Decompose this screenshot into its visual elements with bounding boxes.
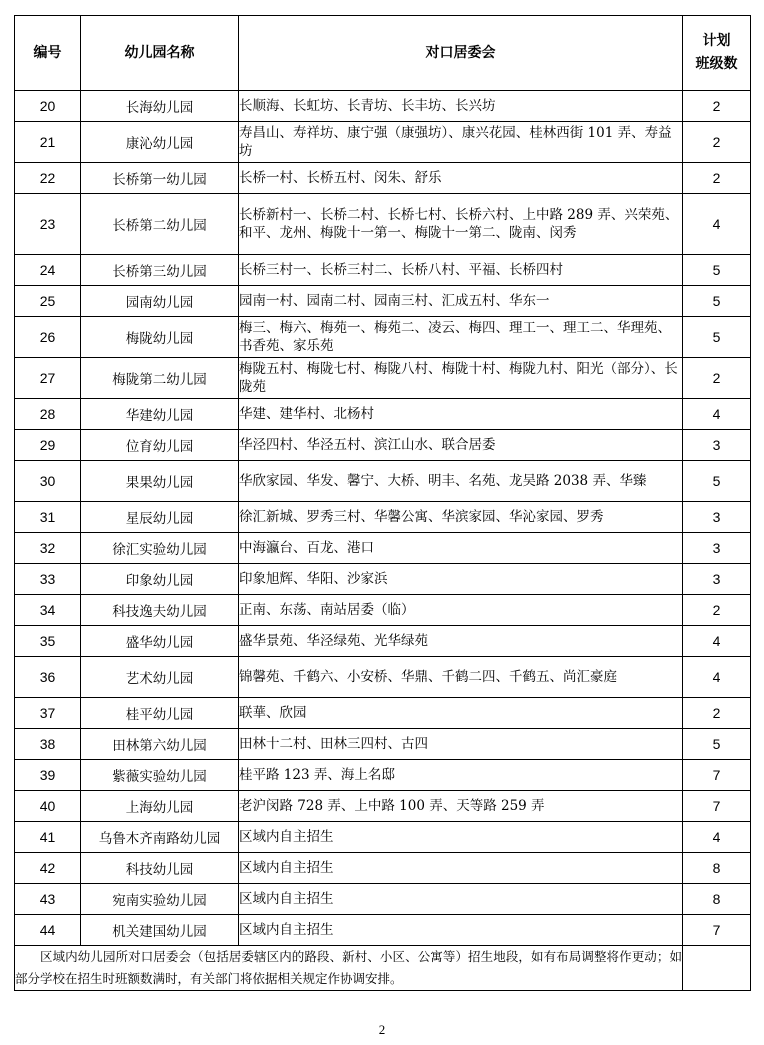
kindergarten-name: 果果幼儿园 — [81, 461, 239, 502]
planned-classes: 2 — [683, 163, 751, 194]
row-number: 21 — [15, 122, 81, 163]
row-number: 22 — [15, 163, 81, 194]
kindergarten-name: 长桥第一幼儿园 — [81, 163, 239, 194]
community-list: 园南一村、园南二村、园南三村、汇成五村、华东一 — [239, 286, 683, 317]
row-number: 39 — [15, 760, 81, 791]
row-number: 27 — [15, 358, 81, 399]
planned-classes: 3 — [683, 564, 751, 595]
row-number: 37 — [15, 698, 81, 729]
kindergarten-name: 康沁幼儿园 — [81, 122, 239, 163]
community-list: 区域内自主招生 — [239, 822, 683, 853]
community-list: 华泾四村、华泾五村、滨江山水、联合居委 — [239, 430, 683, 461]
row-number: 31 — [15, 502, 81, 533]
kindergarten-name: 艺术幼儿园 — [81, 657, 239, 698]
table-row — [15, 317, 751, 358]
community-list: 盛华景苑、华泾绿苑、光华绿苑 — [239, 626, 683, 657]
planned-classes: 5 — [683, 255, 751, 286]
kindergarten-name: 紫薇实验幼儿园 — [81, 760, 239, 791]
table-row — [15, 626, 751, 657]
table-row — [15, 729, 751, 760]
kindergarten-name: 机关建国幼儿园 — [81, 915, 239, 946]
table-row — [15, 657, 751, 698]
row-number: 42 — [15, 853, 81, 884]
community-list: 长桥三村一、长桥三村二、长桥八村、平福、长桥四村 — [239, 255, 683, 286]
row-number: 41 — [15, 822, 81, 853]
row-number: 40 — [15, 791, 81, 822]
kindergarten-name: 上海幼儿园 — [81, 791, 239, 822]
table-row — [15, 122, 751, 163]
planned-classes: 7 — [683, 915, 751, 946]
row-number: 38 — [15, 729, 81, 760]
row-number: 25 — [15, 286, 81, 317]
row-number: 26 — [15, 317, 81, 358]
planned-classes: 3 — [683, 533, 751, 564]
kindergarten-name: 园南幼儿园 — [81, 286, 239, 317]
community-list: 印象旭辉、华阳、沙家浜 — [239, 564, 683, 595]
planned-classes: 8 — [683, 884, 751, 915]
kindergarten-name: 宛南实验幼儿园 — [81, 884, 239, 915]
row-number: 34 — [15, 595, 81, 626]
table-row — [15, 255, 751, 286]
table-row — [15, 91, 751, 122]
kindergarten-name: 科技幼儿园 — [81, 853, 239, 884]
community-list: 梅陇五村、梅陇七村、梅陇八村、梅陇十村、梅陇九村、阳光（部分）、长陇苑 — [239, 358, 683, 399]
planned-classes: 5 — [683, 461, 751, 502]
kindergarten-name: 星辰幼儿园 — [81, 502, 239, 533]
kindergarten-name: 科技逸夫幼儿园 — [81, 595, 239, 626]
kindergarten-name: 长桥第三幼儿园 — [81, 255, 239, 286]
community-list: 桂平路 123 弄、海上名邸 — [239, 760, 683, 791]
page-number: 2 — [378, 1022, 386, 1037]
planned-classes: 4 — [683, 399, 751, 430]
planned-classes: 5 — [683, 317, 751, 358]
planned-classes: 2 — [683, 698, 751, 729]
kindergarten-name: 梅陇幼儿园 — [81, 317, 239, 358]
header-num: 编号 — [15, 16, 81, 91]
row-number: 23 — [15, 194, 81, 255]
header-classes — [683, 16, 751, 91]
kindergarten-name: 华建幼儿园 — [81, 399, 239, 430]
community-list: 中海瀛台、百龙、港口 — [239, 533, 683, 564]
planned-classes: 4 — [683, 626, 751, 657]
kindergarten-name: 长桥第二幼儿园 — [81, 194, 239, 255]
community-list: 华建、建华村、北杨村 — [239, 399, 683, 430]
table-row — [15, 822, 751, 853]
community-list: 华欣家园、华发、馨宁、大桥、明丰、名苑、龙吴路 2038 弄、华臻 — [239, 461, 683, 502]
table-row — [15, 163, 751, 194]
row-number: 29 — [15, 430, 81, 461]
kindergarten-name: 位育幼儿园 — [81, 430, 239, 461]
kindergarten-name: 印象幼儿园 — [81, 564, 239, 595]
kindergarten-name: 梅陇第二幼儿园 — [81, 358, 239, 399]
table-row — [15, 286, 751, 317]
community-list: 正南、东荡、南站居委（临） — [239, 595, 683, 626]
planned-classes: 2 — [683, 91, 751, 122]
community-list: 寿昌山、寿祥坊、康宁强（康强坊）、康兴花园、桂林西街 101 弄、寿益坊 — [239, 122, 683, 163]
kindergarten-name: 桂平幼儿园 — [81, 698, 239, 729]
footnote-empty-cell — [683, 946, 751, 991]
header-classes-line2: 班级数 — [695, 56, 738, 72]
table-row — [15, 853, 751, 884]
row-number: 24 — [15, 255, 81, 286]
planned-classes: 2 — [683, 358, 751, 399]
table-row — [15, 915, 751, 946]
kindergarten-name: 徐汇实验幼儿园 — [81, 533, 239, 564]
planned-classes: 4 — [683, 657, 751, 698]
row-number: 32 — [15, 533, 81, 564]
planned-classes: 2 — [683, 595, 751, 626]
community-list: 锦馨苑、千鹤六、小安桥、华鼎、千鹤二四、千鹤五、尚汇豪庭 — [239, 657, 683, 698]
table-row — [15, 461, 751, 502]
community-list: 区域内自主招生 — [239, 915, 683, 946]
table-row — [15, 564, 751, 595]
planned-classes: 5 — [683, 286, 751, 317]
community-list: 长桥新村一、长桥二村、长桥七村、长桥六村、上中路 289 弄、兴荣苑、和平、龙州、梅陇十一第一、梅陇十一第二、陇南、闵秀 — [239, 194, 683, 255]
table-row — [15, 533, 751, 564]
planned-classes: 3 — [683, 430, 751, 461]
row-number: 30 — [15, 461, 81, 502]
row-number: 44 — [15, 915, 81, 946]
header-community: 对口居委会 — [239, 16, 683, 91]
planned-classes: 8 — [683, 853, 751, 884]
table-row — [15, 595, 751, 626]
table-row — [15, 430, 751, 461]
table-row — [15, 760, 751, 791]
footnote: 区域内幼儿园所对口居委会（包括居委辖区内的路段、新村、小区、公寓等）招生地段，如有布局调整将作更动；如部分学校在招生时班额数满时，有关部门将依据相关规定作协调安排。 — [15, 946, 683, 991]
community-list: 区域内自主招生 — [239, 853, 683, 884]
community-list: 区域内自主招生 — [239, 884, 683, 915]
row-number: 33 — [15, 564, 81, 595]
community-list: 长顺海、长虹坊、长青坊、长丰坊、长兴坊 — [239, 91, 683, 122]
community-list: 长桥一村、长桥五村、闵朱、舒乐 — [239, 163, 683, 194]
table-row — [15, 194, 751, 255]
planned-classes: 3 — [683, 502, 751, 533]
row-number: 43 — [15, 884, 81, 915]
planned-classes: 7 — [683, 760, 751, 791]
row-number: 20 — [15, 91, 81, 122]
table-row — [15, 399, 751, 430]
planned-classes: 7 — [683, 791, 751, 822]
table-body — [15, 91, 751, 946]
kindergarten-name: 长海幼儿园 — [81, 91, 239, 122]
community-list: 田林十二村、田林三四村、古四 — [239, 729, 683, 760]
kindergarten-name: 盛华幼儿园 — [81, 626, 239, 657]
table-row — [15, 358, 751, 399]
header-name: 幼儿园名称 — [81, 16, 239, 91]
row-number: 28 — [15, 399, 81, 430]
row-number: 36 — [15, 657, 81, 698]
community-list: 梅三、梅六、梅苑一、梅苑二、凌云、梅四、理工一、理工二、华理苑、书香苑、家乐苑 — [239, 317, 683, 358]
kindergarten-name: 乌鲁木齐南路幼儿园 — [81, 822, 239, 853]
table-row — [15, 502, 751, 533]
planned-classes: 2 — [683, 122, 751, 163]
kindergarten-table — [14, 15, 751, 991]
kindergarten-name: 田林第六幼儿园 — [81, 729, 239, 760]
table-row — [15, 884, 751, 915]
table-row — [15, 698, 751, 729]
row-number: 35 — [15, 626, 81, 657]
table-row — [15, 791, 751, 822]
planned-classes: 4 — [683, 822, 751, 853]
planned-classes: 5 — [683, 729, 751, 760]
planned-classes: 4 — [683, 194, 751, 255]
community-list: 徐汇新城、罗秀三村、华馨公寓、华滨家园、华沁家园、罗秀 — [239, 502, 683, 533]
header-classes-line1: 计划 — [702, 33, 731, 49]
community-list: 老沪闵路 728 弄、上中路 100 弄、天等路 259 弄 — [239, 791, 683, 822]
community-list: 联華、欣园 — [239, 698, 683, 729]
